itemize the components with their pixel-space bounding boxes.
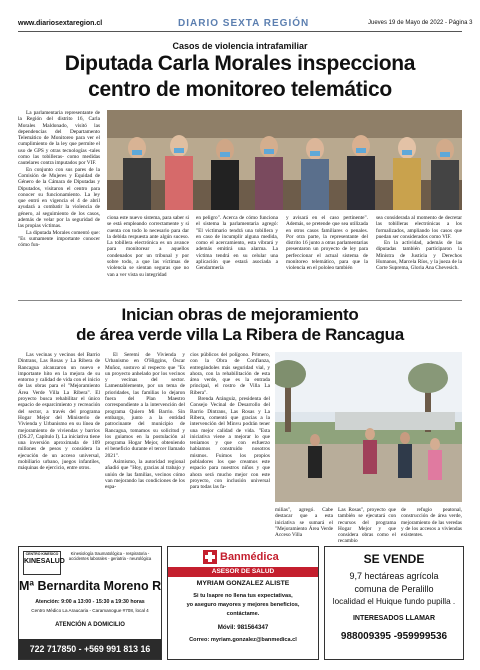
- se-vende-interested: INTERESADOS LLAMAR: [352, 615, 436, 622]
- banmedica-logo-icon: [203, 550, 217, 564]
- paragraph: El Seremi de Vivienda y Urbanismo en O'Higgins, Óscar Muñoz, sostuvo al respecto que "Es un proyecto anhelado por los vecinos y vecinas del sector. Lamentablemente, por un tema de prioridades, las familias lo dejaron fuera del Plan Maestro correspondiente a la intervención del programa Quiero Mi Barrio. Sin embargo, junto a la entidad patrocinante del municipio de Rancagua, tomamos su solicitud y los guiamos en la postulación al programa Hogar Mejor, obteniendo el beneficio durante el tercer llamado 2021".: [105, 352, 185, 459]
- article1-column-4: [286, 215, 368, 299]
- article2-column-4: [275, 507, 333, 543]
- kinesalud-phones[interactable]: 722 717850 - +569 991 813 16: [19, 639, 161, 659]
- kinesalud-logo-caption: CENTRO KINESICO: [25, 552, 59, 556]
- banmedica-pitch-3: contáctame.: [226, 611, 260, 617]
- issue-date: Jueves 19 de Mayo de 2022 - Página 3: [368, 20, 473, 26]
- paragraph: Las vecinas y vecinos del Barrio Dintrans, Las Rosas y La Ribera de Rancagua alcanzaron un nuevo e importante hito en la mejora de su entorno y calidad de vida con el inicio de las obras para el "Mejoramiento Área Verde Villa La Ribera". El proyecto busca rehabilitar el único espacio de esparcimiento y recreación del sector, a través del programa Hogar Mejor del Ministerio de Vivienda y Urbanismo en su línea de mejoramiento de viviendas y barrios (DS.27, Capítulo I). La iniciativa tiene una inversión aproximada de 109 millones de pesos y considera la ejecución de un acceso universal, mobiliario urbano, juegos infantiles, máquinas de ejercicio, entre otros.: [18, 352, 100, 472]
- page-header: [0, 0, 480, 34]
- article1-column-3: [196, 215, 278, 299]
- site-url[interactable]: www.diariosextaregion.cl: [18, 20, 103, 27]
- kinesalud-logo: [23, 551, 65, 575]
- banmedica-email[interactable]: Correo: myriam.gonzalez@banmedica.cl: [189, 637, 297, 643]
- kinesalud-home-service: ATENCIÓN A DOMICILIO: [55, 622, 125, 628]
- paragraph: La parlamentaria representante de la Región del distrito 16, Carla Morales Maldonado, visitó las dependencias del Departamento Telemático de Monitoreo para ver el cumplimiento de la ley que permite el uso de GPS y otras tecnologías -tales como las tobilleras- como medidas cautelares contra imputados por VIF.: [18, 110, 100, 167]
- paragraph: sea considerada al momento de decretar las tobilleras electrónicas a los formalizados, ampliando los casos que puedan ser considerados como VIF.: [376, 215, 462, 240]
- se-vende-line-1: 9,7 hectáreas agrícola: [349, 571, 439, 581]
- article2-column-2: [105, 352, 185, 542]
- article1-column-2: [107, 215, 189, 299]
- banmedica-ad[interactable]: [167, 546, 319, 660]
- se-vende-phones[interactable]: 988009395 -959999536: [340, 631, 448, 642]
- paragraph: En conjunto con sus pares de la Comisión de Mujeres y Equidad de Género de la Cámara de Diputadas y Diputados, visitaron el centro para conocer su funcionamiento. La ley que entró en vigencia el 4 de abril ayudará a combatir la violencia de género, al seguimiento de los casos, además de velar por la seguridad de las propias víctimas.: [18, 166, 100, 230]
- paragraph: ciona este nuevo sistema, para saber si se está empleando correctamente y si cuenta con todo lo necesario para dar la debida respuesta ante algún suceso. La tobillera electrónica es un avance para monitorear a aquellos condenados por un tribunal y por sobre todo, a que las víctimas de violencia se sientan seguras que no van a ver vista su integridad: [107, 215, 189, 278]
- article2-column-3: [190, 352, 270, 542]
- paragraph: La diputada Morales comentó que: "Es sumamente importante conocer cómo fun-: [18, 229, 100, 249]
- banmedica-brand: Banmédica: [220, 551, 279, 563]
- kinesalud-practitioner-name: Mª Bernardita Moreno R: [19, 579, 162, 593]
- article1-kicker: Casos de violencia intrafamiliar: [172, 41, 308, 51]
- paragraph: cios públicos del polígono. Primero, con la Obra de Confianza, entregándoles más seguridad vial, y ahora, con la rehabilitación de esta área verde, que es la entrada principal, el rostro de Villa La Ribera".: [190, 352, 270, 396]
- paragraph: y avisará en el caso pertinente". Además, se pretende que sea utilizada en otros casos familiares o penales. Por otra parte, la representante del distrito 16 junto a otras parlamentarias presentaron un proyecto de ley para perfeccionar el actual sistema de monitoreo telemático, para que la violencia en el pololeo también: [286, 215, 368, 272]
- article1-column-5: [376, 215, 462, 299]
- kinesalud-address: Centro Médico La Araucaria - Caramanogue #708, local 4: [31, 608, 149, 613]
- kinesalud-ad[interactable]: [18, 546, 162, 660]
- article2-park-photo: [275, 352, 462, 502]
- article2-headline-line2: de área verde villa La Ribera de Rancagua: [76, 325, 404, 344]
- kinesalud-services: Kinesiología traumatológica - respiratoria - accidentes laborales - geriatria - neurológica: [68, 551, 152, 561]
- banmedica-agent-name: MYRIAM GONZALEZ ALISTE: [196, 580, 290, 587]
- kinesalud-brand: KINESALUD: [24, 558, 65, 565]
- se-vende-ad[interactable]: [324, 546, 464, 660]
- article2-column-6: [401, 507, 462, 543]
- paragraph: Brenda Aránguiz, presidenta del Consejo Vecinal de Desarrollo del Barrio Dintrans, Las Rosas y La Ribera, comentó que gracias a la intervención del Minvu podrán tener una mejor calidad de vida. "Esta iniciativa viene a mejorar lo que teníamos y que con esfuerzo habíamos construido nosotros mismos. Fuimos los propios pobladores los que creamos este espacio para nuestros niños y que ahora será mucho mejor con este proyecto, con inclusión universal para todas las fa-: [190, 396, 270, 491]
- se-vende-title: SE VENDE: [363, 552, 425, 566]
- article1-headline-line1: Diputada Carla Morales inspecciona: [64, 52, 416, 75]
- kinesalud-hours: Atención: 9:00 a 13:00 - 15:30 a 19:30 horas: [35, 599, 145, 605]
- paragraph: En la actividad, además de las diputadas también participaron la Ministra de Justicia y Derechos Humanos, Marcela Ríos, y la jueza de la Corte Suprema, Gloria Ana Chevesich.: [376, 240, 462, 272]
- banmedica-role: ASESOR DE SALUD: [168, 567, 318, 577]
- article2-column-1: [18, 352, 100, 542]
- paragraph: Asimismo, la autoridad regional añadió que "Hoy, gracias al trabajo y unión de las familias, vecinos cómo van mejorando las condiciones de los espa-: [105, 459, 185, 491]
- park-photo-image: [275, 352, 462, 502]
- banmedica-mobile[interactable]: Móvil: 981564347: [217, 624, 269, 631]
- paragraph: en peligro". Acerca de cómo funciona el sistema la parlamentaria agregó: "El victimario tendrá una tobillera y en caso de incumplir alguna medida, como el acercamiento, esta vibrará y además emitirá una alarma. La víctima tendrá en su celular una aplicación que estará asociada a Gendarmería: [196, 215, 278, 272]
- banmedica-pitch-2: yo aseguro mayores y mejores beneficios,: [186, 602, 300, 608]
- paragraph: Las Rosas", proyecto que también se ejecutará con recursos del programa Hogar Mejor y que considera obras como el recambio: [338, 507, 396, 543]
- article1-headline-line2: centro de monitoreo telemático: [88, 78, 392, 101]
- group-photo-image: [107, 110, 462, 210]
- article2-column-5: [338, 507, 396, 543]
- section-divider: [18, 300, 462, 301]
- article1-column-1: [18, 110, 100, 296]
- article2-headline-line1: Inician obras de mejoramiento: [121, 305, 359, 324]
- header-divider: [18, 31, 462, 32]
- newspaper-title: DIARIO SEXTA REGIÓN: [178, 18, 310, 29]
- se-vende-line-2: comuna de Peralillo: [354, 584, 434, 594]
- cross-horizontal: [205, 555, 215, 559]
- se-vende-line-3: localidad el Huique fundo pupilla .: [332, 597, 456, 606]
- article1-group-photo: [107, 110, 462, 210]
- paragraph: de refugio peatonal, construcción de área verde, mejoramiento de las veredas y de los accesos a viviendas existentes.: [401, 507, 462, 539]
- paragraph: milias", agregó. Cabe destacar que a esta iniciativa se sumará el "Mejoramiento Área Verde Acceso Villa: [275, 507, 333, 539]
- banmedica-pitch-1: Si tu Isapre no llena tus expectativas,: [193, 593, 293, 599]
